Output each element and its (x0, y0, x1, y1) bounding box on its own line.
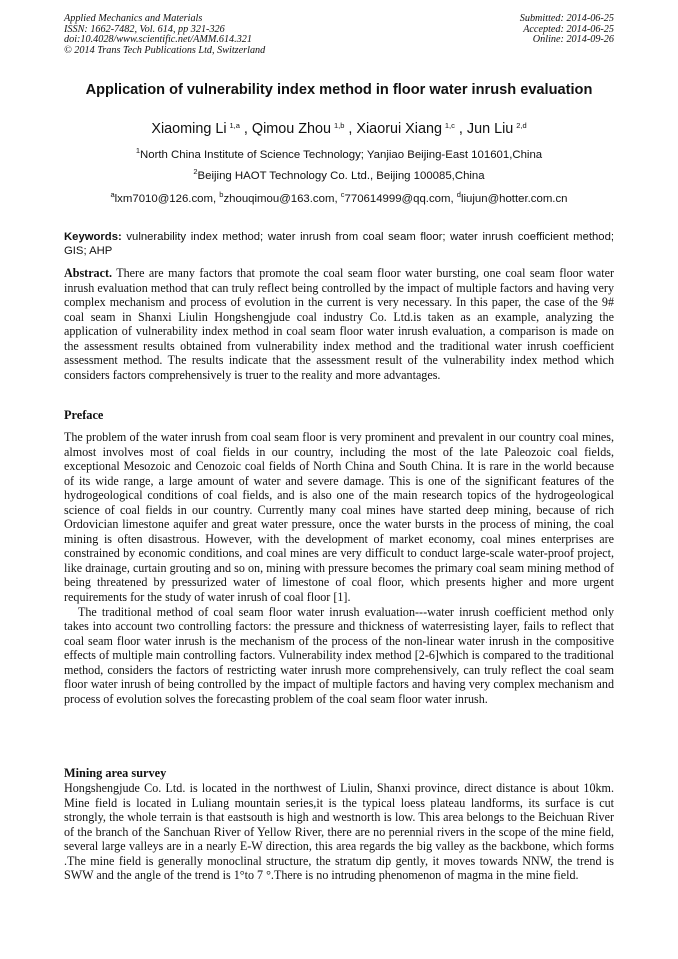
author-sup: 1,a (229, 121, 240, 130)
journal-header-left (64, 14, 265, 56)
paper-title: Application of vulnerability index method in floor water inrush evaluation (85, 82, 593, 98)
email-link[interactable]: liujun@hotter.com.cn (460, 193, 568, 205)
email-link[interactable]: lxm7010@126.com, (114, 193, 220, 205)
author-sup: 1,b (333, 121, 345, 130)
survey-text (64, 781, 614, 883)
abstract-text: There are many factors that promote the coal seam floor water bursting, one coal seam floor water inrush evaluation method that can truly reflect being controlled by the impact of multiple factors and having very complex mechanism and process of evolution in the current is very necessary. In this paper, the case of the 9# coal seam in Shanxi Liulin Hongshengjude coal industry Co. Ltd.is taken as an example, analyzing the application of vulnerability index method in coal seam floor water inrush evaluation, a comparison is made on the assessment results obtained from vulnerability index method and the traditional water inrush coefficient assessment method. The results indicate that the assessment result of the vulnerability index method which considers factors comprehensively is truer to the reality and more advantages. (64, 266, 614, 382)
paragraph: The problem of the water inrush from coal seam floor is very prominent and prevalent in our country coal mines, almost involves most of coal fields in our country, including the most of the late Paleozoic coal fields, exceptional Mesozoic and Cenozoic coal fields of North China and South China. It is rare in the world because of its wide range, a large amount of water and severe damage. This is one of the significant features of the hydrogeological conditions of coal fields, and is also one of the main research topics of the hydrogeological science of coal fields in our country. Currently many coal mines have started deep mining, because of rich Ordovician limestone aquifer and great water pressure, once the water bursts in the process of mining, the coal mining is often disastrous. However, with the development of market economy, coal mines enterprises are constrained by economic conditions, and coal mines are very difficult to conduct large-scale water-proof project, like drainage, curtain grouting and so on, mining with pressure becomes the primary coal seam mining method of being threatened by pressurized water of limestone of coal floor, which presents higher and more urgent requirements for the study of water inrush of coal floor [1]. (64, 430, 614, 605)
issn-line: ISSN: 1662-7482, Vol. 614, pp 321-326 (64, 23, 225, 35)
author-sup: 2,d (516, 121, 527, 130)
author-name: Jun Liu (466, 121, 514, 137)
online-date: Online: 2014-09-26 (532, 34, 614, 46)
keywords (64, 231, 614, 258)
paragraph: The traditional method of coal seam floor water inrush evaluation---water inrush coefficient method only takes into account two controlling factors: the pressure and thickness of waterresisting layer, fails to reflect that coal seam floor water inrush is the mechanism of the process of the non-linear water inrush in the compositive effects of multiple main controlling factors. Vulnerability index method [2-6]which is compared to the traditional method, considers the factors of restricting water inrush more comprehensively, can truly reflect the coal seam floor water inrush of being controlled by the impact of multiple factors and having very complex mechanism and process of evolution solves the forecasting problem of the coal seam floor water inrush. (64, 604, 614, 706)
journal-name: Applied Mechanics and Materials (64, 13, 203, 24)
author-name: Xiaorui Xiang (356, 121, 442, 137)
email-line: $^a$lxm7010@126.com, $^b$zhouqimou@163.com, $^c$770614999@qq.com, $^d$liujun@hotter.com.cn (110, 190, 568, 205)
keywords-label: Keywords: (64, 231, 122, 243)
submitted-date: Submitted: 2014-06-25 (519, 13, 614, 24)
paragraph: Hongshengjude Co. Ltd. is located in the northwest of Liulin, Shanxi province, direct distance is about 10km. Mine field is located in Luliang mountain series,it is the typical loess plateau landforms, its surface is cut strongly, the whole terrain is that eastsouth is high and westnorth is low. This area belongs to the Beichuan River of the branch of the Sanchuan River of Yellow River, there are no perennial rivers in the scope of the mine field, several large valleys are in a nearly E-W direction, this area regards the big valley as the backbone, which forms .The mine field is generally monoclinal structure, the stratum dip gently, it moves towards NNW, the trend is SWW and the angle of the trend is 1°to 7 °.There is no intruding phenomenon of magma in the mine field. (64, 781, 614, 883)
preface-text (64, 430, 614, 706)
abstract-label: Abstract. (64, 266, 113, 280)
abstract (64, 266, 614, 382)
copyright-line: © 2014 Trans Tech Publications Ltd, Switzerland (64, 44, 266, 56)
journal-header-right (520, 14, 614, 46)
affiliation-1: $^1$North China Institute of Science Technology; Yanjiao Beijing-East 101601,China (135, 146, 543, 161)
email-link[interactable]: zhouqimou@163.com, (223, 193, 341, 205)
accepted-date: Accepted: 2014-06-25 (523, 23, 614, 35)
email-link[interactable]: 770614999@qq.com, (344, 193, 457, 205)
section-heading-preface: Preface (64, 408, 104, 422)
affiliation-2: $^2$Beijing HAOT Technology Co. Ltd., Beijing 100085,China (193, 167, 485, 182)
author-sup: 1,c (444, 121, 455, 130)
author-name: Xiaoming Li (151, 121, 227, 137)
author-list: Xiaoming Li $^{1,a}$ , Qimou Zhou $^{1,b}$ , Xiaorui Xiang $^{1,c}$ , Jun Liu $^{2,d}$ (151, 121, 527, 137)
doi-line: doi:10.4028/www.scientific.net/AMM.614.321 (64, 34, 252, 46)
keywords-text: vulnerability index method; water inrush from coal seam floor; water inrush coefficient method; GIS; AHP (64, 231, 614, 257)
section-heading-survey: Mining area survey (64, 766, 167, 780)
author-name: Qimou Zhou (251, 121, 332, 137)
